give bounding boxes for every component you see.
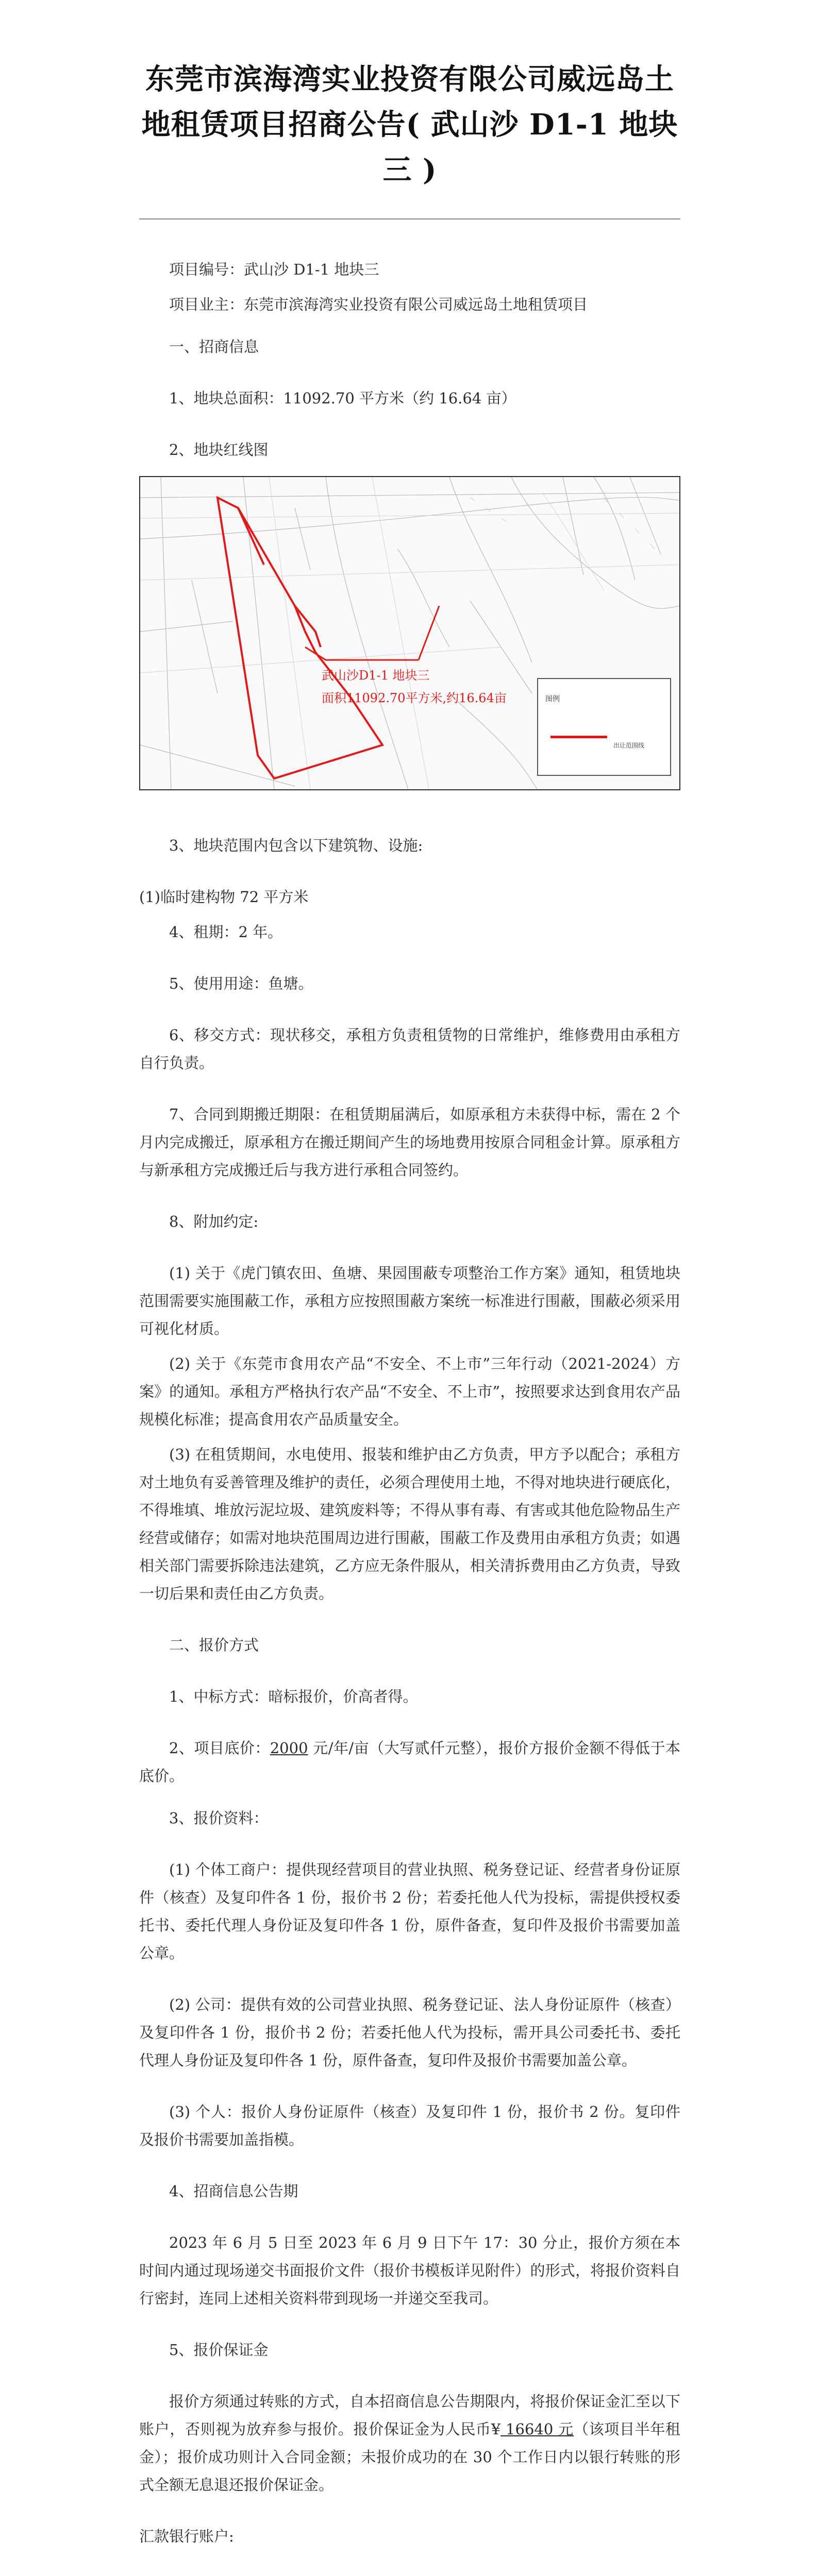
deposit-text (139, 2387, 680, 2499)
legend-red-line (550, 736, 607, 738)
map-area-label: 面积11092.70平方米,约16.64亩 (322, 691, 507, 705)
red-line-map (139, 476, 680, 790)
bid-method: 1、中标方式：暗标报价，价高者得。 (169, 1688, 418, 1705)
map-parcel-label: 武山沙D1-1 地块三 (322, 668, 430, 683)
deposit-heading: 5、报价保证金 (169, 2341, 269, 2359)
announcement-document (139, 0, 680, 2576)
handover-method: 6、移交方式：现状移交，承租方负责租赁物的日常维护，维修费用由承租方自行负责。 (139, 1026, 680, 1072)
legend-item-label: 出让范围线 (613, 742, 645, 749)
project-number: 项目编号：武山沙 D1-1 地块三 (169, 261, 379, 278)
reserve-price-value: 2000 (270, 1739, 308, 1757)
additional-terms-heading: 8、附加约定: (169, 1213, 259, 1230)
parcel-boundary (218, 498, 382, 778)
building-item: (1)临时建构物 72 平方米 (139, 888, 309, 906)
bid-docs-company: (2) 公司：提供有效的公司营业执照、税务登记证、法人身份证原件（核查）及复印件各 1 份，报价书 2 份；若委托他人代为投标，需开具公司委托书、委托代理人身份证及复印件各 1 份，原件备查，复印件及报价书需要加盖公章。 (139, 1996, 680, 2069)
legend-title: 图例 (545, 695, 560, 703)
lease-term: 4、租期：2 年。 (169, 923, 283, 941)
deposit-suffix: （该项目半年租金）；报价成功则计入合同金额；未报价成功的在 30 个工作日内以银行转账的形式全额无息退还报价保证金。 (139, 2420, 680, 2494)
bank-account-name (139, 2574, 680, 2576)
reserve-price (139, 1734, 680, 1790)
deposit-amount: 16640 元 (500, 2420, 574, 2438)
title-line-1: 东莞市滨海湾实业投资有限公司威远岛土 (145, 62, 674, 96)
title-line-2: 地租赁项目招商公告( 武山沙 D1-1 地块三 ) (141, 108, 678, 187)
additional-term-3: (3) 在租赁期间，水电使用、报装和维护由乙方负责，甲方予以配合；承租方对土地负有妥善管理及维护的责任，必须合理使用土地，不得对地块进行硬底化，不得堆填、堆放污泥垃圾、建筑废料等；不得从事有毒、有害或其他危险物品生产经营或储存；如需对地块范围周边进行围蔽，围蔽工作及费用由承租方负责；如遇相关部门需要拆除违法建筑，乙方应无条件服从，相关清拆费用由乙方负责，导致一切后果和责任由乙方负责。 (139, 1446, 680, 1602)
bid-docs-individual-business: (1) 个体工商户：提供现经营项目的营业执照、税务登记证、经营者身份证原件（核查）及复印件各 1 份，报价书 2 份；若委托他人代为投标，需提供授权委托书、委托代理人身份证及复印件各 1 份，原件备查，复印件及报价书需要加盖公章。 (139, 1861, 680, 1962)
document-body (139, 219, 680, 2576)
section-2-heading: 二、报价方式 (169, 1636, 259, 1654)
notice-period-text: 2023 年 6 月 5 日至 2023 年 6 月 9 日下午 17：30 分止，报价方须在本时间内通过现场递交书面报价文件（报价书模板详见附件）的形式，将报价资料自行密封，连同上述相关资料带到现场一并递交至我司。 (139, 2234, 680, 2307)
bid-documents-heading: 3、报价资料： (169, 1809, 269, 1827)
section-1-heading: 一、招商信息 (169, 338, 259, 355)
land-use: 5、使用用途：鱼塘。 (169, 975, 313, 992)
reserve-price-suffix: 元/年/亩（大写贰仟元整），报价方报价金额不得低于本底价。 (139, 1739, 680, 1785)
additional-term-2: (2) 关于《东莞市食用农产品“不安全、不上市”三年行动（2021-2024）方案》的通知。承租方严格执行农产品“不安全、不上市”，按照要求达到食用农产品规模化标准；提高食用农产品质量安全。 (139, 1355, 680, 1428)
relocation-deadline: 7、合同到期搬迁期限：在租赁期届满后，如原承租方未获得中标，需在 2 个月内完成搬迁，原承租方在搬迁期间产生的场地费用按原合同租金计算。原承租方与新承租方完成搬迁后与我方进行承租合同签约。 (139, 1106, 680, 1179)
project-owner: 项目业主：东莞市滨海湾实业投资有限公司威远岛土地租赁项目 (169, 296, 588, 313)
bank-account-heading: 汇款银行账户: (139, 2528, 234, 2545)
reserve-price-prefix: 2、项目底价： (169, 1739, 270, 1757)
notice-period-heading: 4、招商信息公告期 (169, 2182, 298, 2200)
bid-docs-individual: (3) 个人：报价人身份证原件（核查）及复印件 1 份，报价书 2 份。复印件及报价书需要加盖指模。 (139, 2103, 680, 2148)
deposit-prefix: 报价方须通过转账的方式，自本招商信息公告期限内，将报价保证金汇至以下账户，否则视为放弃参与报价。报价保证金为人民币¥ (139, 2393, 680, 2438)
buildings-heading: 3、地块范围内包含以下建筑物、设施: (169, 837, 423, 854)
land-area: 1、地块总面积：11092.70 平方米（约 16.64 亩） (169, 389, 516, 407)
page-title (139, 57, 680, 193)
red-line-map-caption: 2、地块红线图 (169, 441, 269, 459)
additional-term-1: (1) 关于《虎门镇农田、鱼塘、果园围蔽专项整治工作方案》通知，租赁地块范围需要实施围蔽工作，承租方应按照围蔽方案统一标准进行围蔽，围蔽必须采用可视化材质。 (139, 1264, 680, 1337)
map-legend (537, 678, 671, 776)
